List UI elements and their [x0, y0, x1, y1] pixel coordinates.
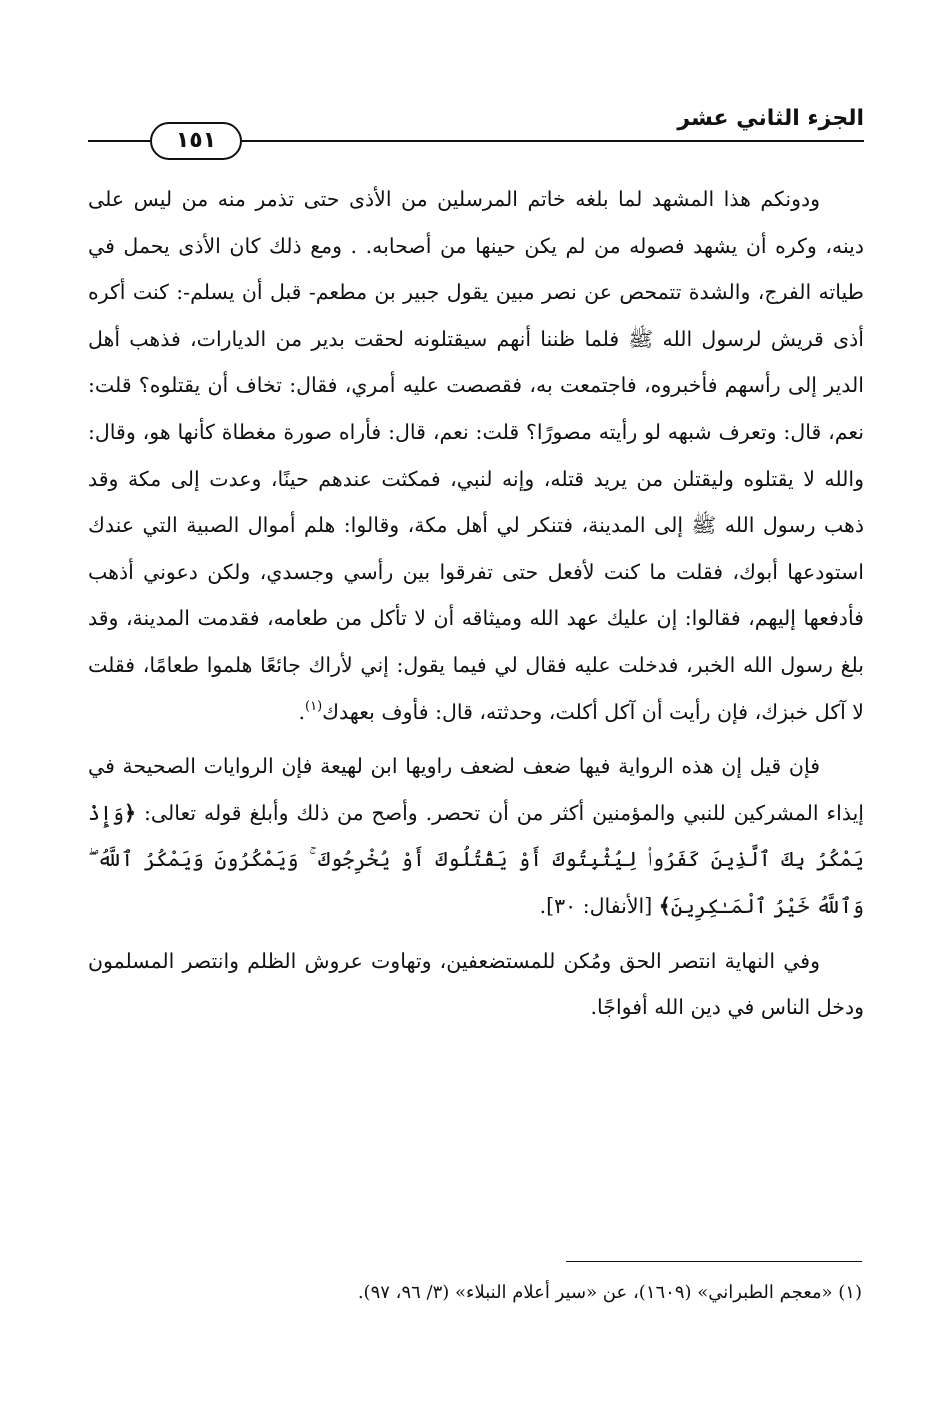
footnote-separator	[566, 1261, 862, 1262]
paragraph-quran-evidence	[88, 743, 864, 929]
footnote	[86, 1278, 862, 1308]
page-number: ١٥١	[150, 122, 242, 160]
paragraph-conclusion: وفي النهاية انتصر الحق ومُكن للمستضعفين، وتهاوت عروش الظلم وانتصر المسلمون ودخل الناس في دين الله أفواجًا.	[88, 948, 864, 1020]
footnote-text: «معجم الطبراني» (١٦٠٩)، عن «سير أعلام النبلاء» (٣/ ٩٦، ٩٧).	[357, 1282, 833, 1303]
footnote-reference: (١)	[305, 698, 323, 714]
header-rule-left	[88, 140, 150, 142]
quran-verse: وَإِذْ يَمْكُرُ بِكَ ٱلَّذِينَ كَفَرُوا۟ لِيُثْبِتُوكَ أَوْ يَقْتُلُوكَ أَوْ يُخْرِجُوكَ ۚ وَيَمْكُرُونَ وَيَمْكُرُ ٱللَّهُ ۖ وَٱللَّهُ خَيْرُ ٱلْمَـٰكِرِينَ	[88, 800, 864, 918]
part-title: الجزء الثاني عشر	[677, 106, 864, 131]
running-header	[88, 104, 864, 164]
verse-citation: [الأنفال: ٣٠].	[539, 893, 653, 918]
footnote-marker: (١)	[838, 1282, 862, 1303]
narration-text: ودونكم هذا المشهد لما بلغه خاتم المرسلين من الأذى حتى تذمر منه من ليس على دينه، وكره أن يشهد فصوله من لم يكن حينها من أصحابه. . ومع ذلك كان الأذى يحمل في طياته الفرج، والشدة تتمحص عن نصر مبين يقول جبير بن مطعم- قبل أن يسلم-: كنت أكره أذى قريش لرسول الله ﷺ فلما ظننا أنهم سيقتلونه لحقت بدير من الديارات، فذهب أهل الدير إلى رأسهم فأخبروه، فاجتمعت به، فقصصت عليه أمري، فقال: تخاف أن يقتلوه؟ قلت: نعم، قال: وتعرف شبهه لو رأيته مصورًا؟ قلت: نعم، قال: فأراه صورة مغطاة كأنها هو، وقال: والله لا يقتلوه وليقتلن من يريد قتله، وإنه لنبي، فمكثت عندهم حينًا، وعدت إلى مكة وقد ذهب رسول الله ﷺ إلى المدينة، فتنكر لي أهل مكة، وقالوا: هلم أموال الصبية التي عندك استودعها أبوك، فقلت ما كنت لأفعل حتى تفرقوا بين رأسي وجسدي، ولكن دعوني أذهب فأدفعها إليهم، فقالوا: إن عليك عهد الله وميثاقه أن لا تأكل من طعامه، فقدمت المدينة، وقد بلغ رسول الله الخبر، فدخلت عليه فقال لي فيما يقول: إني لأراك جائعًا هلموا طعامًا، فقلت لا آكل خبزك، فإن رأيت أن آكل أكلت، وحدثته، قال: فأوف بعهدك	[88, 187, 864, 724]
quran-open-bracket: ﴿	[124, 800, 137, 825]
evidence-text: فإن قيل إن هذه الرواية فيها ضعف لضعف راويها ابن لهيعة فإن الروايات الصحيحة في إيذاء المشركين للنبي والمؤمنين أكثر من أن تحصر. وأصح من ذلك وأبلغ قوله تعالى:	[88, 754, 864, 825]
main-text	[88, 176, 864, 1031]
header-rule	[238, 140, 864, 142]
quran-close-bracket: ﴾	[658, 893, 671, 918]
narration-end: .	[298, 699, 305, 724]
paragraph-narration	[88, 176, 864, 735]
